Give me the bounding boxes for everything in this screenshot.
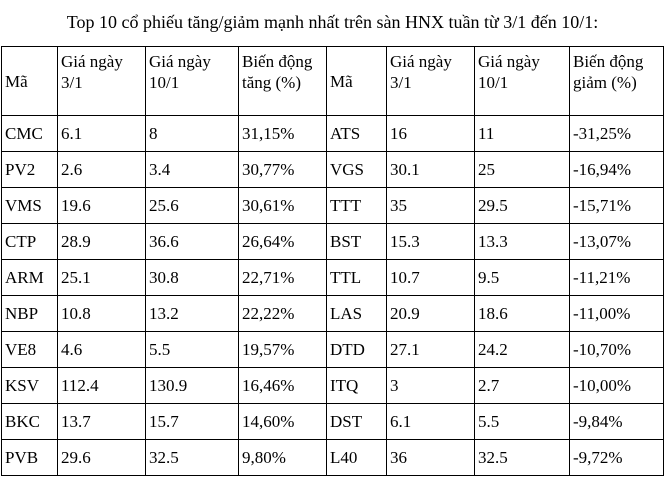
gainer-code-cell: VE8 xyxy=(2,332,58,368)
loser-price-end-cell: 18.6 xyxy=(475,296,570,332)
header-line: Giá ngày xyxy=(478,52,540,71)
loser-price-end-cell: 5.5 xyxy=(475,404,570,440)
header-price-start-gainers xyxy=(58,47,146,116)
gainer-change-cell: 26,64% xyxy=(239,224,327,260)
header-price-end-gainers xyxy=(146,47,239,116)
gainer-code-cell: NBP xyxy=(2,296,58,332)
gainer-change-cell: 30,77% xyxy=(239,152,327,188)
header-code-losers: Mã xyxy=(327,47,387,116)
loser-price-start-cell: 10.7 xyxy=(387,260,475,296)
loser-price-start-cell: 16 xyxy=(387,116,475,152)
gainer-price-end-cell: 5.5 xyxy=(146,332,239,368)
table-row xyxy=(2,404,664,440)
gainer-price-start-cell: 19.6 xyxy=(58,188,146,224)
header-line: Giá ngày xyxy=(390,52,452,71)
loser-code-cell: TTT xyxy=(327,188,387,224)
loser-change-cell: -11,21% xyxy=(570,260,664,296)
header-line: Biến động xyxy=(573,52,644,71)
gainer-change-cell: 31,15% xyxy=(239,116,327,152)
gainer-price-end-cell: 30.8 xyxy=(146,260,239,296)
loser-code-cell: DST xyxy=(327,404,387,440)
gainer-price-start-cell: 29.6 xyxy=(58,440,146,476)
loser-change-cell: -31,25% xyxy=(570,116,664,152)
loser-price-end-cell: 2.7 xyxy=(475,368,570,404)
table-row xyxy=(2,188,664,224)
gainer-price-end-cell: 3.4 xyxy=(146,152,239,188)
header-change-down xyxy=(570,47,664,116)
loser-change-cell: -9,84% xyxy=(570,404,664,440)
loser-price-end-cell: 11 xyxy=(475,116,570,152)
gainer-price-start-cell: 13.7 xyxy=(58,404,146,440)
loser-price-start-cell: 35 xyxy=(387,188,475,224)
header-line: Giá ngày xyxy=(61,52,123,71)
loser-code-cell: BST xyxy=(327,224,387,260)
loser-code-cell: LAS xyxy=(327,296,387,332)
loser-code-cell: L40 xyxy=(327,440,387,476)
loser-price-end-cell: 24.2 xyxy=(475,332,570,368)
loser-change-cell: -9,72% xyxy=(570,440,664,476)
table-row xyxy=(2,260,664,296)
gainer-code-cell: BKC xyxy=(2,404,58,440)
header-line: Giá ngày xyxy=(149,52,211,71)
gainer-price-start-cell: 28.9 xyxy=(58,224,146,260)
loser-price-end-cell: 9.5 xyxy=(475,260,570,296)
loser-code-cell: TTL xyxy=(327,260,387,296)
header-price-end-losers xyxy=(475,47,570,116)
gainer-change-cell: 9,80% xyxy=(239,440,327,476)
header-line: 10/1 xyxy=(149,73,180,92)
loser-code-cell: DTD xyxy=(327,332,387,368)
header-line: giảm (%) xyxy=(573,73,637,92)
header-change-up xyxy=(239,47,327,116)
gainer-change-cell: 22,71% xyxy=(239,260,327,296)
header-code-gainers: Mã xyxy=(2,47,58,116)
gainer-price-start-cell: 25.1 xyxy=(58,260,146,296)
loser-price-start-cell: 15.3 xyxy=(387,224,475,260)
loser-change-cell: -11,00% xyxy=(570,296,664,332)
header-line: tăng (%) xyxy=(242,73,302,92)
header-line: Biến động xyxy=(242,52,313,71)
table-row xyxy=(2,332,664,368)
header-price-start-losers xyxy=(387,47,475,116)
table-row xyxy=(2,152,664,188)
stock-movers-table xyxy=(1,46,664,476)
gainer-code-cell: ARM xyxy=(2,260,58,296)
gainer-price-start-cell: 6.1 xyxy=(58,116,146,152)
loser-price-start-cell: 27.1 xyxy=(387,332,475,368)
gainer-code-cell: PVB xyxy=(2,440,58,476)
gainer-change-cell: 30,61% xyxy=(239,188,327,224)
table-caption: Top 10 cổ phiếu tăng/giảm mạnh nhất trên sàn HNX tuần từ 3/1 đến 10/1: xyxy=(66,12,599,32)
loser-price-end-cell: 25 xyxy=(475,152,570,188)
gainer-code-cell: VMS xyxy=(2,188,58,224)
gainer-price-start-cell: 112.4 xyxy=(58,368,146,404)
table-row xyxy=(2,368,664,404)
gainer-code-cell: CMC xyxy=(2,116,58,152)
table-row xyxy=(2,224,664,260)
gainer-price-end-cell: 36.6 xyxy=(146,224,239,260)
gainer-price-end-cell: 15.7 xyxy=(146,404,239,440)
loser-price-end-cell: 13.3 xyxy=(475,224,570,260)
loser-price-start-cell: 6.1 xyxy=(387,404,475,440)
header-line: 3/1 xyxy=(390,73,412,92)
gainer-change-cell: 14,60% xyxy=(239,404,327,440)
loser-code-cell: VGS xyxy=(327,152,387,188)
header-line: 10/1 xyxy=(478,73,509,92)
gainer-change-cell: 19,57% xyxy=(239,332,327,368)
loser-change-cell: -16,94% xyxy=(570,152,664,188)
loser-change-cell: -10,70% xyxy=(570,332,664,368)
loser-code-cell: ITQ xyxy=(327,368,387,404)
table-row xyxy=(2,116,664,152)
loser-change-cell: -13,07% xyxy=(570,224,664,260)
gainer-price-start-cell: 10.8 xyxy=(58,296,146,332)
gainer-price-start-cell: 2.6 xyxy=(58,152,146,188)
gainer-change-cell: 16,46% xyxy=(239,368,327,404)
gainer-price-end-cell: 13.2 xyxy=(146,296,239,332)
table-row xyxy=(2,296,664,332)
header-line: 3/1 xyxy=(61,73,83,92)
loser-change-cell: -10,00% xyxy=(570,368,664,404)
gainer-code-cell: KSV xyxy=(2,368,58,404)
gainer-code-cell: PV2 xyxy=(2,152,58,188)
loser-price-end-cell: 29.5 xyxy=(475,188,570,224)
gainer-price-start-cell: 4.6 xyxy=(58,332,146,368)
loser-code-cell: ATS xyxy=(327,116,387,152)
gainer-code-cell: CTP xyxy=(2,224,58,260)
gainer-price-end-cell: 130.9 xyxy=(146,368,239,404)
gainer-change-cell: 22,22% xyxy=(239,296,327,332)
gainer-price-end-cell: 32.5 xyxy=(146,440,239,476)
loser-price-start-cell: 3 xyxy=(387,368,475,404)
loser-price-start-cell: 36 xyxy=(387,440,475,476)
loser-price-end-cell: 32.5 xyxy=(475,440,570,476)
header-row xyxy=(2,47,664,116)
gainer-price-end-cell: 8 xyxy=(146,116,239,152)
loser-price-start-cell: 20.9 xyxy=(387,296,475,332)
gainer-price-end-cell: 25.6 xyxy=(146,188,239,224)
loser-price-start-cell: 30.1 xyxy=(387,152,475,188)
loser-change-cell: -15,71% xyxy=(570,188,664,224)
table-row xyxy=(2,440,664,476)
